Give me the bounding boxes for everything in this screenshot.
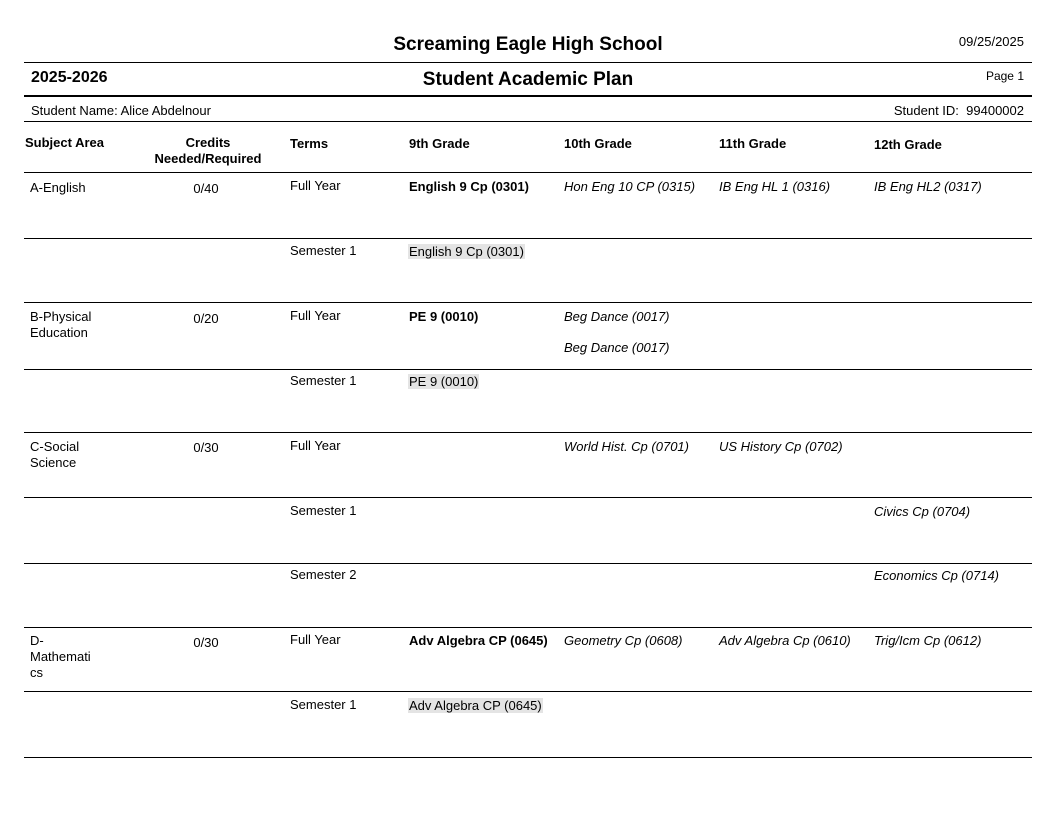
subject-mathematics	[30, 633, 91, 681]
term-semester-1: Semester 1	[290, 243, 357, 258]
subject-pe-line2: Education	[30, 325, 88, 340]
col-grade10: 10th Grade	[564, 136, 632, 151]
course-pe-s1-g9: PE 9 (0010)	[409, 374, 479, 389]
divider	[24, 62, 1032, 63]
subject-physical-education	[30, 309, 91, 341]
divider	[24, 691, 1032, 692]
term-semester-2: Semester 2	[290, 567, 357, 582]
course-english-g11: IB Eng HL 1 (0316)	[719, 179, 831, 194]
divider	[24, 432, 1032, 433]
divider	[24, 238, 1032, 239]
subject-math-line2: Mathemati	[30, 649, 91, 664]
term-full-year: Full Year	[290, 438, 341, 453]
subject-pe-line1: B-Physical	[30, 309, 92, 324]
course-pe-g10-b: Beg Dance (0017)	[564, 340, 670, 355]
subject-social-science	[30, 439, 79, 471]
page-number: Page 1	[985, 69, 1024, 83]
term-semester-1: Semester 1	[290, 697, 357, 712]
divider	[24, 627, 1032, 628]
course-math-g10: Geometry Cp (0608)	[564, 633, 683, 648]
course-english-g12: IB Eng HL2 (0317)	[874, 179, 982, 194]
col-subject-area: Subject Area	[25, 135, 104, 150]
col-credits	[148, 135, 268, 167]
subject-social-line1: C-Social	[30, 439, 80, 454]
student-id-label: Student ID:	[893, 103, 959, 118]
course-english-g10: Hon Eng 10 CP (0315)	[564, 179, 696, 194]
course-pe-g9: PE 9 (0010)	[409, 309, 479, 324]
divider	[24, 497, 1032, 498]
student-name-value: Alice Abdelnour	[120, 103, 211, 118]
course-math-s1-g9: Adv Algebra CP (0645)	[409, 698, 542, 713]
term-full-year: Full Year	[290, 178, 341, 193]
divider	[24, 95, 1032, 97]
course-math-g12: Trig/Icm Cp (0612)	[874, 633, 982, 648]
credits-math: 0/30	[193, 635, 219, 650]
divider	[24, 369, 1032, 370]
divider	[24, 563, 1032, 564]
credits-english: 0/40	[193, 181, 219, 196]
student-id	[894, 103, 1024, 118]
subject-social-line2: Science	[30, 455, 77, 470]
student-name	[31, 103, 211, 118]
print-date: 09/25/2025	[958, 34, 1024, 49]
term-semester-1: Semester 1	[290, 503, 357, 518]
subject-math-line3: cs	[30, 665, 43, 680]
col-terms: Terms	[290, 136, 329, 151]
col-credits-line1: Credits	[185, 135, 231, 150]
term-semester-1: Semester 1	[290, 373, 357, 388]
divider	[24, 121, 1032, 122]
divider	[24, 302, 1032, 303]
course-social-g11: US History Cp (0702)	[719, 439, 843, 454]
credits-social: 0/30	[193, 440, 219, 455]
col-grade9: 9th Grade	[409, 136, 470, 151]
subject-english: A-English	[30, 180, 86, 195]
col-grade12: 12th Grade	[874, 137, 942, 152]
course-math-g11: Adv Algebra Cp (0610)	[719, 633, 851, 648]
credits-pe: 0/20	[193, 311, 219, 326]
term-full-year: Full Year	[290, 632, 341, 647]
term-full-year: Full Year	[290, 308, 341, 323]
course-social-s2-g12: Economics Cp (0714)	[874, 568, 999, 583]
course-english-s1-g9: English 9 Cp (0301)	[409, 244, 524, 259]
school-year: 2025-2026	[31, 69, 108, 86]
subject-math-line1: D-	[30, 633, 44, 648]
divider	[24, 172, 1032, 173]
course-social-s1-g12: Civics Cp (0704)	[874, 504, 971, 519]
course-pe-g10-a: Beg Dance (0017)	[564, 309, 670, 324]
col-credits-line2: Needed/Required	[154, 151, 262, 166]
divider	[24, 757, 1032, 758]
course-english-g9: English 9 Cp (0301)	[409, 179, 529, 194]
school-name: Screaming Eagle High School	[393, 34, 663, 55]
course-math-g9: Adv Algebra CP (0645)	[409, 633, 548, 648]
course-social-g10: World Hist. Cp (0701)	[564, 439, 689, 454]
col-grade11: 11th Grade	[719, 136, 787, 151]
student-id-value: 99400002	[966, 103, 1024, 118]
student-name-label: Student Name:	[31, 103, 118, 118]
report-title: Student Academic Plan	[422, 69, 634, 90]
